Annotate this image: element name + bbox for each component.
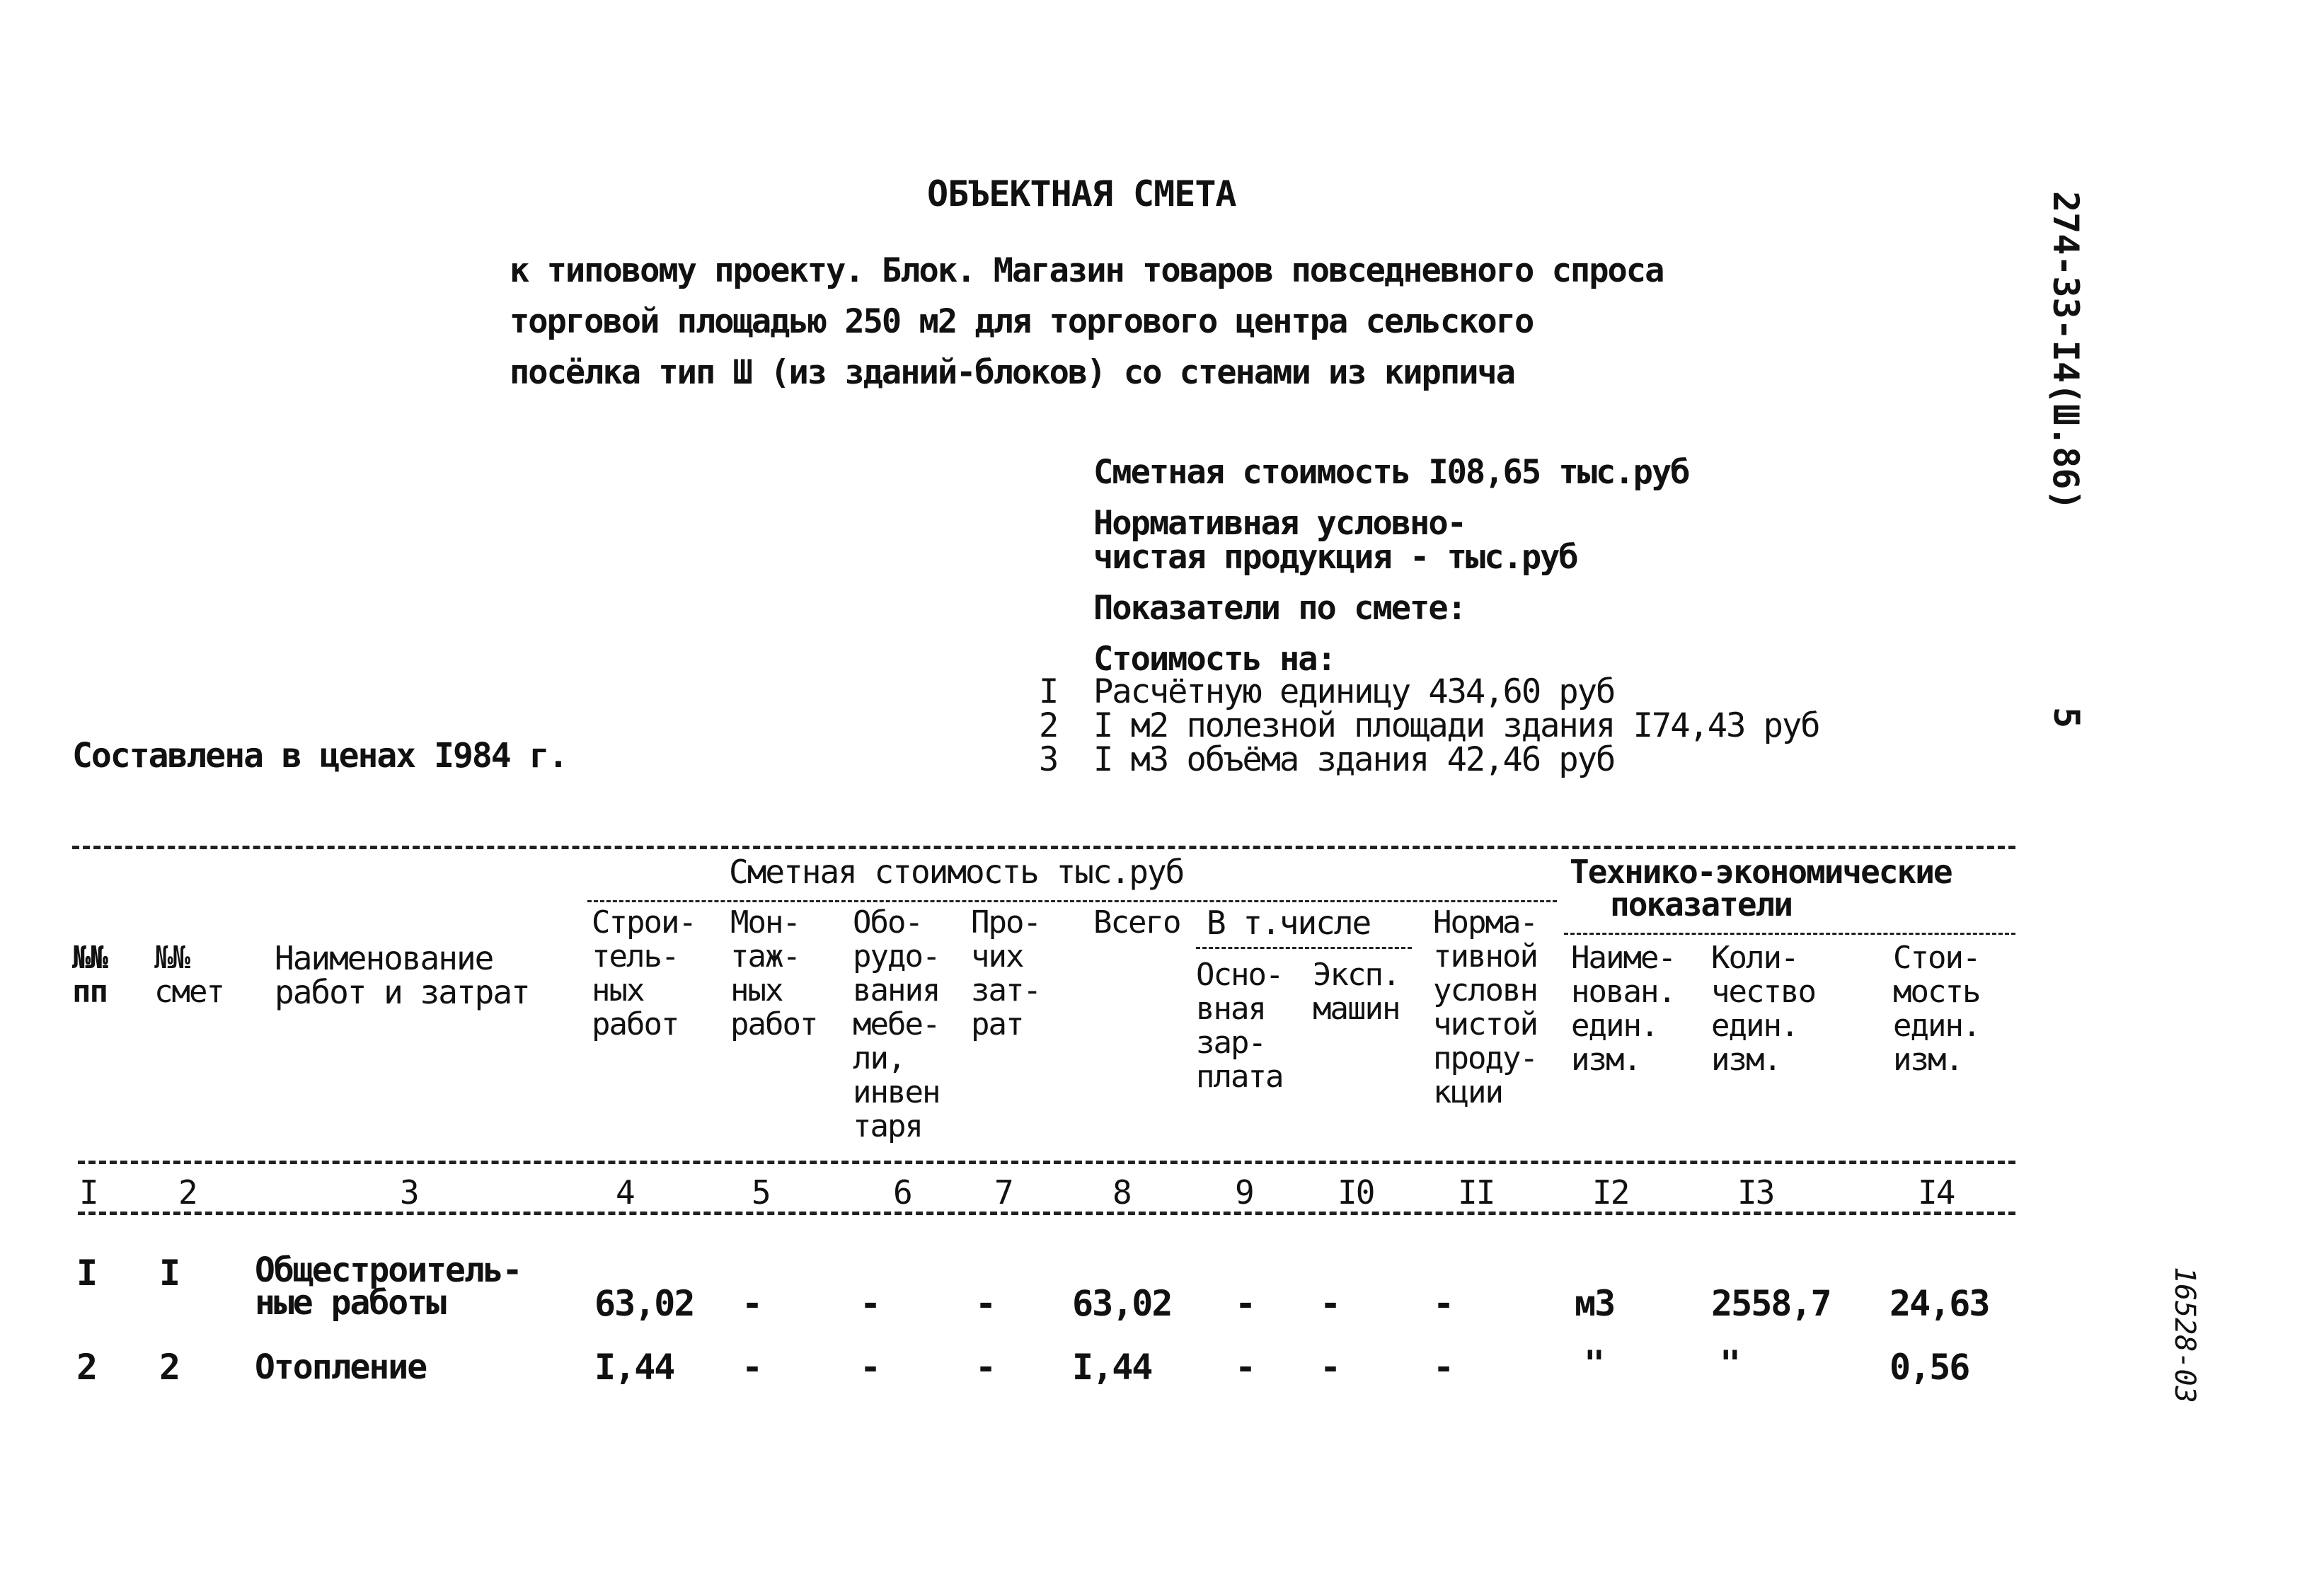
- table-row-2-quantity: ": [1720, 1343, 1740, 1384]
- table-row-2-construction: I,44: [594, 1347, 674, 1388]
- table-row-2-machines: -: [1320, 1347, 1340, 1388]
- indicator-number: I: [1039, 672, 1058, 711]
- indicators-label: Показатели по смете:: [1093, 589, 1466, 628]
- header-other-costs: Про- чих зат- рат: [971, 904, 1040, 1042]
- normative-line-1: Нормативная условно-: [1093, 504, 1466, 543]
- header-bottom-rule: [78, 1161, 2015, 1164]
- cost-group-rule: [587, 900, 1557, 902]
- subtitle-line-1: к типовому проекту. Блок. Магазин товаров повседневного спроса: [510, 251, 1664, 290]
- table-row-2-normative: -: [1433, 1347, 1454, 1388]
- vertical-document-code: 274-33-I4(Ш.86): [2045, 191, 2086, 511]
- group-header-tech-2: показатели: [1610, 885, 1792, 924]
- table-row-1-unit-cost: 24,63: [1889, 1283, 1989, 1324]
- column-number: I2: [1592, 1173, 1629, 1212]
- table-row-1-salary: -: [1235, 1283, 1255, 1324]
- header-work-name: Наименование работ и затрат: [275, 939, 529, 1011]
- group-header-in-number: В т.числе: [1207, 904, 1371, 942]
- column-number: 8: [1112, 1173, 1131, 1212]
- table-row-1-total: 63,02: [1072, 1283, 1172, 1324]
- column-number: 7: [994, 1173, 1013, 1212]
- header-total: Всего: [1093, 904, 1180, 940]
- header-base-salary: Осно- вная зар- плата: [1196, 957, 1283, 1095]
- table-row-1-machines: -: [1320, 1283, 1340, 1324]
- column-number: 2: [178, 1173, 197, 1212]
- header-installation: Мон- таж- ных работ: [730, 904, 817, 1042]
- table-row-1-unit: м3: [1575, 1283, 1615, 1324]
- group-header-tech: Технико-экономические: [1570, 853, 1952, 891]
- compiled-prices-note: Составлена в ценах I984 г.: [72, 736, 568, 776]
- table-top-rule: [72, 846, 2015, 849]
- normative-line-2: чистая продукция - тыс.руб: [1093, 538, 1577, 577]
- table-row-2-total: I,44: [1072, 1347, 1152, 1388]
- column-number: 4: [616, 1173, 634, 1212]
- column-number: I4: [1918, 1173, 1955, 1212]
- column-number: 9: [1235, 1173, 1253, 1212]
- table-row-2-unit-cost: 0,56: [1889, 1347, 1969, 1388]
- column-number: II: [1458, 1173, 1495, 1212]
- header-estimate-number: №№ смет: [154, 940, 224, 1010]
- indicator-number: 3: [1039, 740, 1058, 779]
- table-row-2-salary: -: [1235, 1347, 1255, 1388]
- document-title: ОБЪЕКТНАЯ СМЕТА: [927, 173, 1236, 214]
- in-number-rule: [1196, 947, 1412, 949]
- header-normative-product: Норма- тивной условн чистой проду- кции: [1433, 904, 1537, 1110]
- indicator-text: Расчётную единицу 434,60 руб: [1093, 672, 1615, 711]
- column-number: I3: [1737, 1173, 1774, 1212]
- column-number: I0: [1338, 1173, 1374, 1212]
- indicator-number: 2: [1039, 706, 1058, 745]
- table-row-2-name: Отопление: [255, 1347, 427, 1387]
- table-row-2-estimate: 2: [159, 1347, 180, 1388]
- header-unit-name: Наиме- нован. един. изм.: [1571, 940, 1675, 1078]
- indicator-text: I м3 объёма здания 42,46 руб: [1093, 740, 1615, 779]
- table-row-1-equipment: -: [860, 1283, 880, 1324]
- header-equipment: Обо- рудо- вания мебе- ли, инвен таря: [853, 904, 940, 1144]
- header-unit-quantity: Коли- чество един. изм.: [1711, 940, 1815, 1078]
- table-row-2-number: 2: [76, 1347, 97, 1388]
- table-row-1-installation: -: [742, 1283, 762, 1324]
- header-machine-operation: Эксп. машин: [1313, 957, 1400, 1027]
- estimated-cost: Сметная стоимость I08,65 тыс.руб: [1093, 453, 1689, 492]
- table-row-1-number: I: [76, 1253, 97, 1294]
- table-row-1-name: Общестроитель- ные работы: [255, 1250, 522, 1323]
- subtitle-line-3: посёлка тип Ш (из зданий-блоков) со стенами из кирпича: [510, 353, 1515, 392]
- page-number: 5: [2046, 706, 2088, 729]
- header-construction: Строи- тель- ных работ: [592, 904, 696, 1042]
- column-number: 3: [400, 1173, 418, 1212]
- table-row-1-quantity: 2558,7: [1711, 1283, 1831, 1324]
- column-number: I: [79, 1173, 98, 1212]
- table-row-2-equipment: -: [860, 1347, 880, 1388]
- archive-stamp: 16528-03: [2168, 1267, 2201, 1403]
- table-row-1-other: -: [975, 1283, 996, 1324]
- table-row-2-other: -: [975, 1347, 996, 1388]
- table-row-1-construction: 63,02: [594, 1283, 694, 1324]
- column-number: 6: [893, 1173, 911, 1212]
- tech-group-rule: [1564, 933, 2015, 935]
- subtitle-line-2: торговой площадью 250 м2 для торгового центра сельского: [510, 302, 1534, 341]
- table-row-2-unit: ": [1584, 1343, 1604, 1384]
- header-row-number: №№ пп: [72, 940, 107, 1010]
- table-row-2-installation: -: [742, 1347, 762, 1388]
- table-row-1-estimate: I: [159, 1253, 180, 1294]
- header-unit-cost: Стои- мость един. изм.: [1893, 940, 1980, 1078]
- group-header-cost: Сметная стоимость тыс.руб: [729, 853, 1184, 891]
- column-number-rule: [78, 1212, 2015, 1215]
- column-number: 5: [752, 1173, 770, 1212]
- table-row-1-normative: -: [1433, 1283, 1454, 1324]
- cost-on-label: Стоимость на:: [1093, 640, 1335, 679]
- indicator-text: I м2 полезной площади здания I74,43 руб: [1093, 706, 1819, 745]
